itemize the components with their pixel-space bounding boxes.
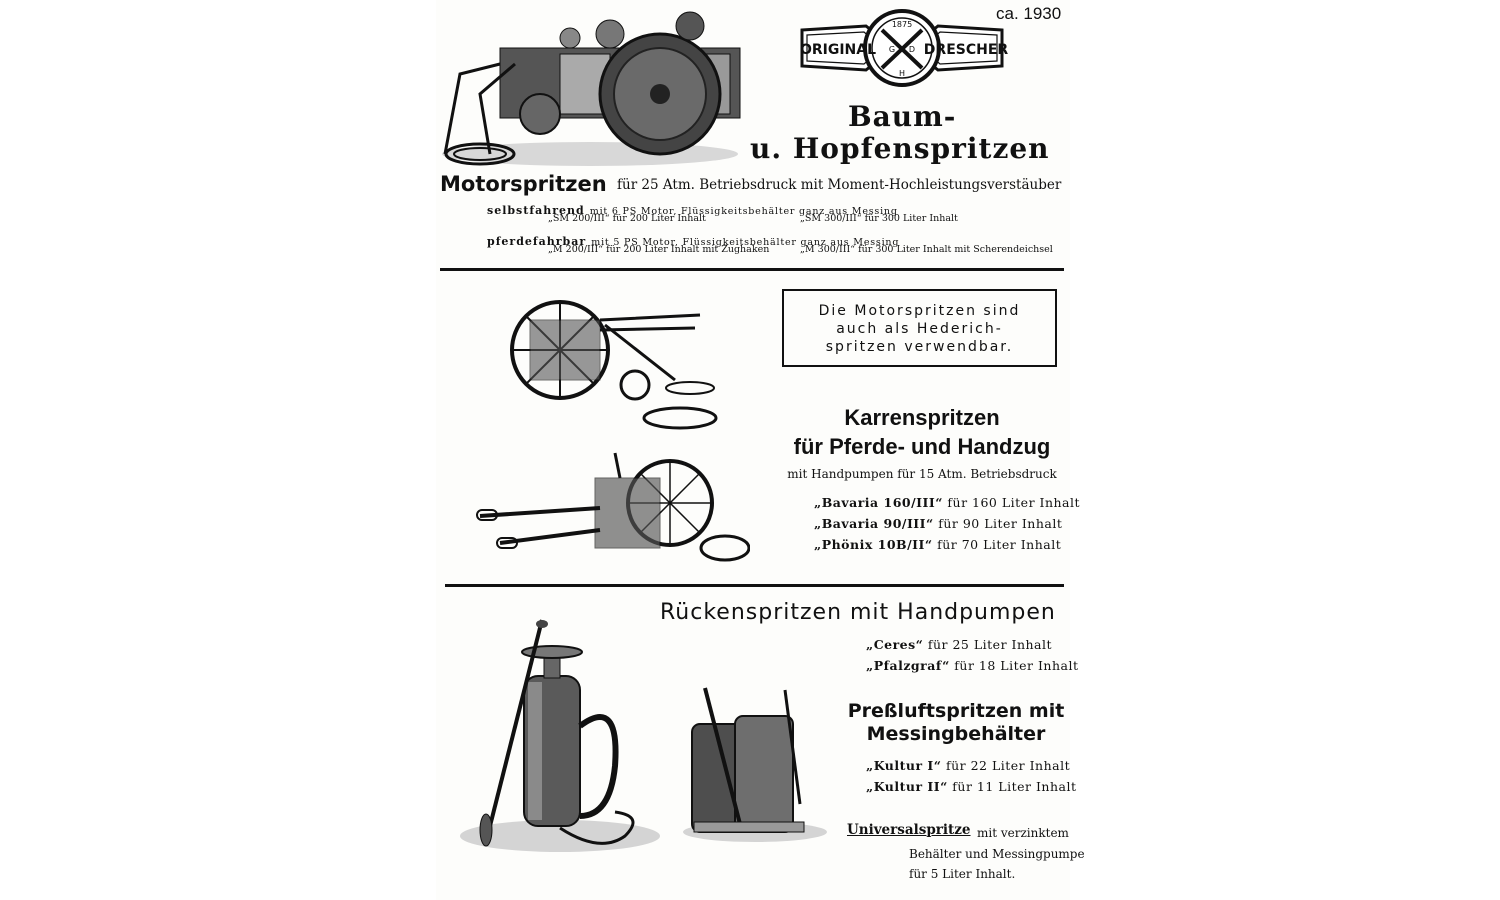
karren-item-1-desc: für 160 Liter Inhalt (947, 495, 1081, 510)
pressluft-item-1-desc: für 22 Liter Inhalt (945, 758, 1071, 773)
logo-right-text: DRESCHER (923, 42, 1008, 58)
backpack-sprayer-illustration-2 (680, 684, 830, 844)
notice-line1: Die Motorspritzen sind (818, 303, 1021, 319)
karren-item-1 (814, 495, 1080, 510)
logo-year-text: 1875 (891, 20, 913, 29)
ruecken-item-2-name: „Pfalzgraf“ (866, 658, 950, 673)
logo-letter-h: H (898, 69, 906, 78)
notice-line2: auch als Hederich- (836, 321, 1003, 337)
heading-line2: u. Hopfenspritzen (750, 132, 1050, 165)
motor-sprayer-illustration (440, 4, 745, 170)
karren-title-1: Karrenspritzen (844, 405, 1000, 430)
pressluft-item-2 (866, 779, 1076, 794)
ruecken-item-2-desc: für 18 Liter Inhalt (954, 658, 1079, 673)
notice-box (782, 289, 1057, 367)
universal-line2: Behälter und Messingpumpe (909, 847, 1085, 861)
logo-letter-d: D (908, 45, 916, 54)
universal-name: Universalspritze (847, 822, 971, 838)
horse-drawn-desc: mit 5 PS Motor, Flüssigkeitsbehälter ganz aus Messing (591, 237, 900, 248)
year-label: ca. 1930 (996, 4, 1062, 23)
karren-item-3-desc: für 70 Liter Inhalt (937, 537, 1062, 552)
self-propelled-desc: mit 6 PS Motor, Flüssigkeitsbehälter ganz aus Messing (589, 206, 898, 217)
universal-line3: für 5 Liter Inhalt. (909, 867, 1016, 881)
self-propelled-label: selbstfahrend (487, 204, 585, 217)
karren-item-3-name: „Phönix 10B/II“ (814, 537, 933, 552)
karren-subtitle: mit Handpumpen für 15 Atm. Betriebsdruck (787, 467, 1057, 481)
ruecken-item-1 (866, 637, 1052, 652)
ruecken-item-2 (866, 658, 1078, 673)
pressluft-title-2: Messingbehälter (866, 723, 1046, 745)
pressluft-item-1-name: „Kultur I“ (866, 758, 942, 773)
section-divider-2 (445, 584, 1064, 587)
horse-model-2: „M 300/III“ für 300 Liter Inhalt mit Scherendeichsel (800, 244, 1053, 255)
pressluft-item-2-name: „Kultur II“ (866, 779, 948, 794)
ruecken-item-1-name: „Ceres“ (866, 637, 924, 652)
drescher-logo (796, 8, 1008, 88)
cart-sprayer-illustration-1 (505, 290, 720, 435)
logo-left-text: ORIGINAL (799, 42, 877, 58)
universal-line1: mit verzinktem (977, 826, 1069, 840)
pressluft-title-1: Preßluftspritzen mit (847, 700, 1065, 722)
karren-title-2: für Pferde- und Handzug (793, 434, 1051, 459)
karren-item-2-desc: für 90 Liter Inhalt (938, 516, 1063, 531)
backpack-sprayer-illustration-1 (450, 616, 665, 856)
motor-subtitle: für 25 Atm. Betriebsdruck mit Moment-Hochleistungsverstäuber (617, 177, 1062, 193)
self-model-1: „SM 200/III“ für 200 Liter Inhalt (548, 213, 706, 224)
karren-item-1-name: „Bavaria 160/III“ (814, 495, 943, 510)
self-model-2: „SM 300/III“ für 300 Liter Inhalt (800, 213, 958, 224)
horse-model-1: „M 200/III“ für 200 Liter Inhalt mit Zughaken (548, 244, 770, 255)
cart-sprayer-illustration-2 (475, 448, 750, 578)
heading-line1: Baum- (848, 100, 957, 133)
ruecken-title: Rückenspritzen mit Handpumpen (660, 600, 1056, 625)
karren-item-2-name: „Bavaria 90/III“ (814, 516, 934, 531)
motor-title: Motorspritzen (440, 172, 607, 196)
pressluft-item-2-desc: für 11 Liter Inhalt (952, 779, 1077, 794)
notice-line3: spritzen verwendbar. (825, 339, 1014, 355)
section-divider-1 (440, 268, 1064, 271)
karren-item-2 (814, 516, 1062, 531)
pressluft-item-1 (866, 758, 1070, 773)
horse-drawn-label: pferdefahrbar (487, 235, 587, 248)
ruecken-item-1-desc: für 25 Liter Inhalt (927, 637, 1053, 652)
karren-item-3 (814, 537, 1061, 552)
logo-letter-g: G (888, 45, 896, 54)
